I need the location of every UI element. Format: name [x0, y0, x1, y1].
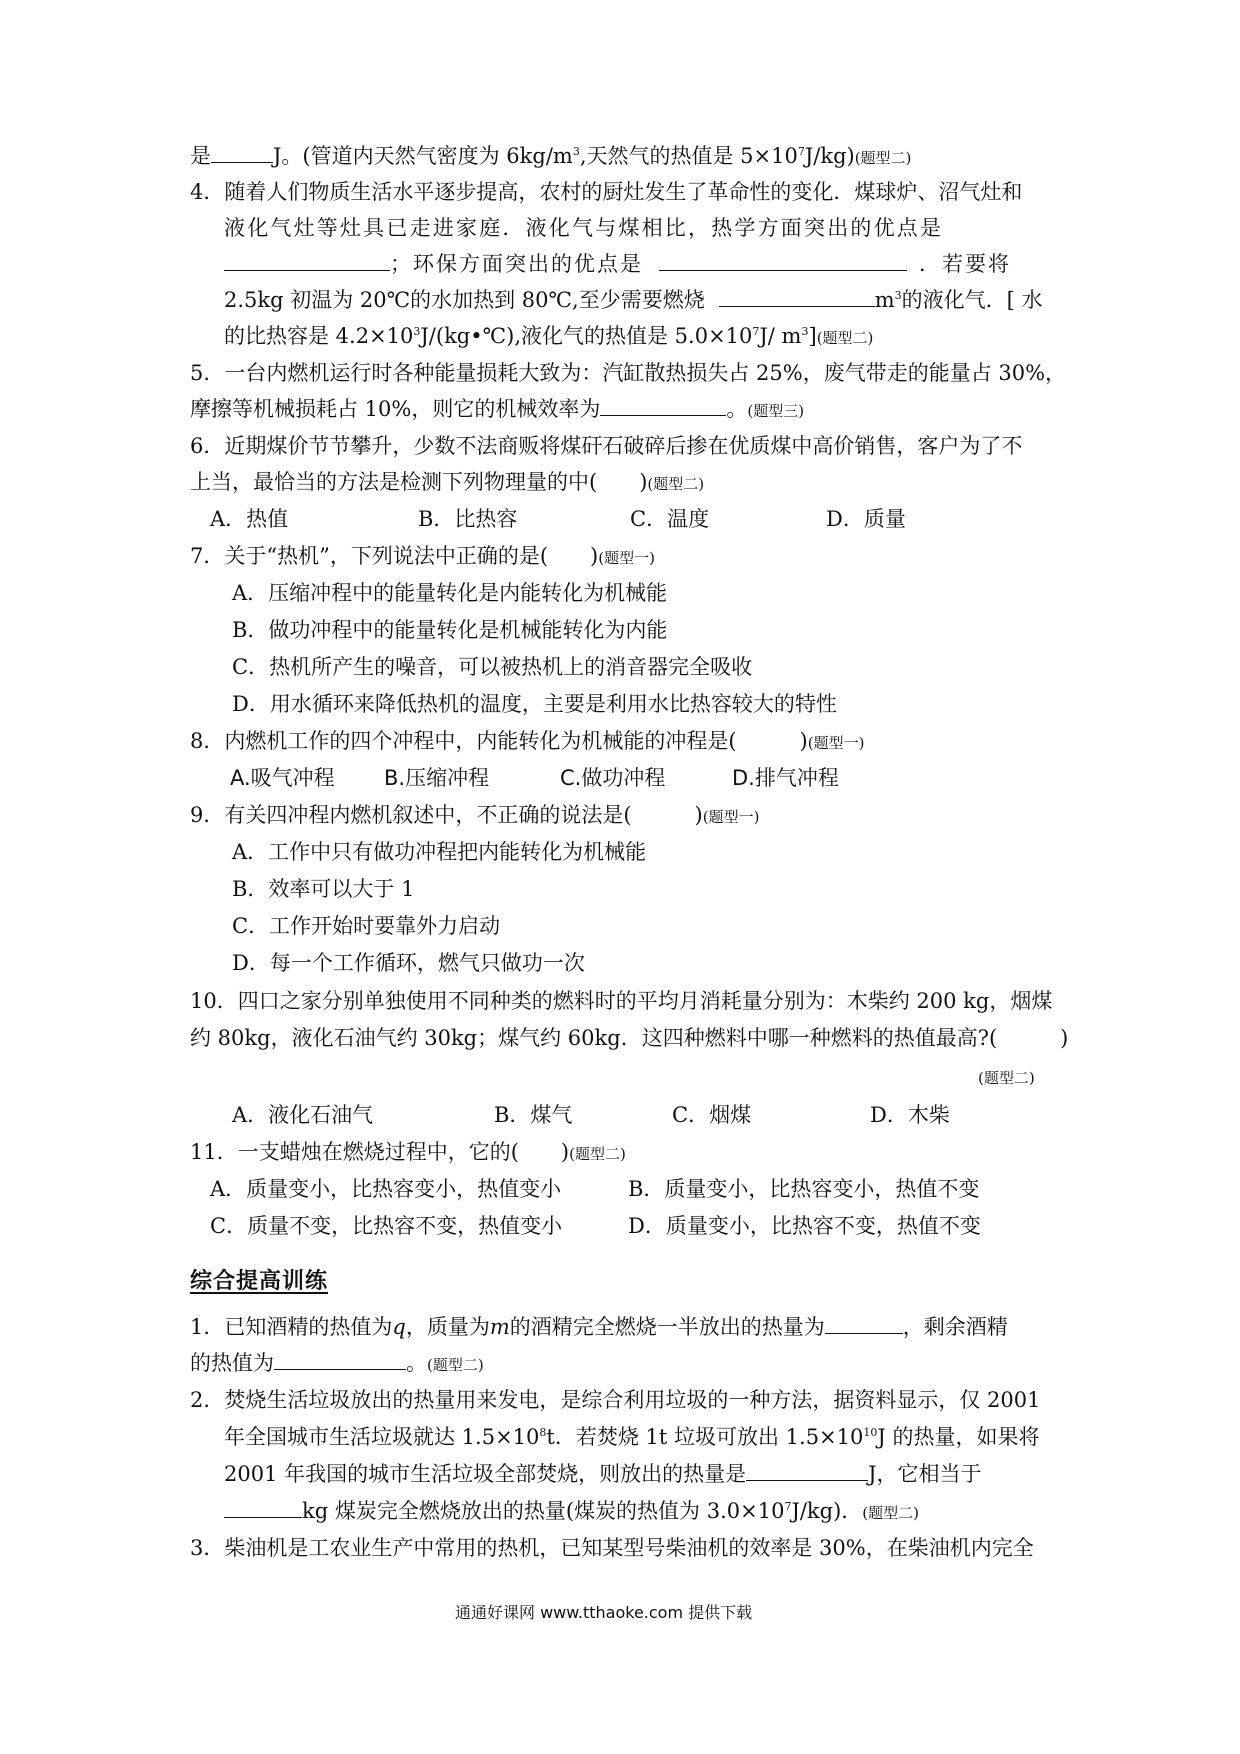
q4-advantage-env-blank[interactable] [659, 252, 907, 271]
q10-line-1: 10．四口之家分别单独使用不同种类的燃料时的平均月消耗量分别为：木柴约 200 kg，烟煤 [190, 989, 1053, 1013]
q10-type-tag: (题型二) [978, 1069, 1035, 1087]
q5-line-2b: 。 [726, 397, 748, 421]
q3-text-c: ,天然气的热值是 5×10 [579, 144, 798, 168]
s1-line-1c: 的酒精完全燃烧一半放出的热量为 [509, 1315, 825, 1339]
s1-symbol-m: m [489, 1315, 510, 1339]
q8-line-1 [190, 727, 864, 757]
q3-tail-line [190, 142, 911, 172]
q9-option-d[interactable]: D．每一个工作循环，燃气只做功一次 [232, 951, 585, 975]
s2-line-3b: J，它相当于 [868, 1462, 982, 1486]
q9-option-a[interactable]: A．工作中只有做功冲程把内能转化为机械能 [232, 840, 647, 864]
q4-line-5-sup2: 7 [752, 325, 760, 338]
s1-line-2b: 。 [406, 1351, 427, 1375]
q6-line-1: 6．近期煤价节节攀升，少数不法商贩将煤矸石破碎后掺在优质煤中高价销售，客户为了不 [190, 434, 1023, 458]
q6-option-d[interactable]: D．质量 [826, 507, 906, 531]
q11-option-b[interactable]: B．质量变小，比热容变小，热值不变 [628, 1177, 980, 1201]
q4-line-1: 4．随着人们物质生活水平逐步提高，农村的厨灶发生了革命性的变化．煤球炉、沼气灶和 [190, 180, 1023, 204]
q9-stem: 9．有关四冲程内燃机叙述中，不正确的说法是( ) [190, 803, 703, 827]
q7-option-c[interactable]: C．热机所产生的噪音，可以被热机上的消音器完全吸收 [232, 655, 753, 679]
q4-line-4-sup: 3 [894, 289, 902, 302]
q6-type-tag: (题型二) [647, 475, 705, 493]
q8-stem: 8．内燃机工作的四个冲程中，内能转化为机械能的冲程是( ) [190, 729, 808, 753]
q4-line-4a: 2.5kg 初温为 20℃的水加热到 80℃,至少需要燃烧 [224, 288, 705, 312]
s2-line-4b: J/kg)． [791, 1499, 863, 1523]
q4-type-tag: (题型二) [816, 329, 874, 347]
q8-option-b[interactable]: B.压缩冲程 [384, 766, 490, 790]
s1-line-1b: ，质量为 [405, 1315, 490, 1339]
q9-option-b[interactable]: B．效率可以大于 1 [232, 877, 415, 901]
s1-type-tag: (题型二) [427, 1356, 484, 1374]
q10-option-c[interactable]: C．烟煤 [672, 1103, 752, 1127]
q10-option-b[interactable]: B．煤气 [494, 1103, 573, 1127]
s2-line-1: 2．焚烧生活垃圾放出的热量用来发电，是综合利用垃圾的一种方法，据资料显示，仅 2001 [190, 1388, 1041, 1412]
q6-option-b[interactable]: B．比热容 [418, 507, 518, 531]
q7-line-1 [190, 542, 655, 572]
q8-type-tag: (题型一) [807, 734, 865, 752]
q4-line-4 [224, 286, 1043, 314]
q6-line-2 [190, 468, 704, 498]
q7-stem: 7．关于“热机”，下列说法中正确的是( ) [190, 544, 599, 568]
s1-line-1a: 1．已知酒精的热值为 [190, 1315, 393, 1339]
s2-line-2b: t．若焚烧 1t 垃圾可放出 1.5×10 [546, 1425, 864, 1449]
s1-symbol-q: q [392, 1315, 406, 1339]
s1-heat-value-blank[interactable] [274, 1351, 406, 1370]
q4-line-3 [224, 250, 1011, 278]
s2-line-2-sup1: 8 [539, 1426, 547, 1439]
q5-type-tag: (题型三) [747, 402, 805, 420]
q11-option-a[interactable]: A．质量变小，比热容变小，热值变小 [210, 1177, 562, 1201]
q5-line-2 [190, 395, 804, 425]
section-title: 综合提高训练 [190, 1268, 329, 1294]
q4-line-5d: ] [808, 324, 817, 348]
s2-line-2-sup2: 10 [863, 1426, 878, 1439]
q11-type-tag: (题型二) [569, 1145, 626, 1163]
q4-line-5a: 的比热容是 4.2×10 [224, 324, 414, 348]
q4-line-3b: ．若要将 [919, 252, 1011, 276]
s2-line-3 [224, 1460, 982, 1488]
q11-stem: 11．一支蜡烛在燃烧过程中，它的( ) [190, 1140, 570, 1164]
q3-text-a: 是 [190, 144, 211, 168]
q11-option-c[interactable]: C．质量不变，比热容不变，热值变小 [210, 1214, 563, 1238]
q6-option-c[interactable]: C．温度 [630, 507, 710, 531]
s2-line-2c: J 的热量，如果将 [877, 1425, 1040, 1449]
q5-efficiency-blank[interactable] [600, 397, 726, 416]
s2-heat-blank[interactable] [746, 1462, 868, 1481]
q4-line-3a: ；环保方面突出的优点是 [390, 252, 643, 276]
q4-line-2: 液化气灶等灶具已走进家庭．液化气与煤相比，热学方面突出的优点是 [224, 216, 944, 240]
q3-sup2: 7 [797, 145, 805, 158]
q4-volume-blank[interactable] [719, 288, 875, 307]
q7-option-b[interactable]: B．做功冲程中的能量转化是机械能转化为内能 [232, 618, 668, 642]
q4-line-4b: m [874, 288, 895, 312]
s2-coal-mass-blank[interactable] [224, 1499, 302, 1518]
q5-line-2a: 摩擦等机械损耗占 10%，则它的机械效率为 [190, 397, 601, 421]
s2-type-tag: (题型二) [862, 1504, 920, 1522]
q4-line-5-sup1: 3 [413, 325, 421, 338]
q3-text-d: J/kg) [804, 144, 855, 168]
s2-line-3a: 2001 年我国的城市生活垃圾全部焚烧，则放出的热量是 [224, 1462, 747, 1486]
s2-line-2a: 年全国城市生活垃圾就达 1.5×10 [224, 1425, 540, 1449]
q4-line-5-sup3: 3 [801, 325, 809, 338]
q4-line-4c: 的液化气．[ 水 [901, 288, 1043, 312]
q4-line-5c: J/ m [759, 324, 802, 348]
s1-line-1 [190, 1313, 1008, 1341]
s1-line-2a: 的热值为 [190, 1351, 274, 1375]
q5-line-1: 5．一台内燃机运行时各种能量损耗大致为：汽缸散热损失占 25%，废气带走的能量占 30%， [190, 361, 1067, 385]
q8-option-c[interactable]: C.做功冲程 [560, 766, 666, 790]
q8-option-a[interactable]: A.吸气冲程 [230, 766, 335, 790]
q6-option-a[interactable]: A．热值 [210, 507, 289, 531]
q7-option-d[interactable]: D．用水循环来降低热机的温度，主要是利用水比热容较大的特性 [232, 692, 837, 716]
q9-line-1 [190, 801, 759, 831]
footer-source: 通通好课网 www.tthaoke.com 提供下载 [455, 1603, 753, 1622]
s2-line-4 [224, 1497, 919, 1527]
s3-line-1: 3．柴油机是工农业生产中常用的热机，已知某型号柴油机的效率是 30%，在柴油机内完全 [190, 1536, 1034, 1560]
q10-option-a[interactable]: A．液化石油气 [232, 1103, 374, 1127]
s2-line-2 [224, 1423, 1039, 1451]
q10-line-2: 约 80kg，液化石油气约 30kg；煤气约 60kg．这四种燃料中哪一种燃料的热值最高?( ) [190, 1026, 1069, 1050]
s1-line-1d: ，剩余酒精 [902, 1315, 1008, 1339]
q4-advantage-heat-blank[interactable] [224, 252, 390, 271]
q7-type-tag: (题型一) [598, 549, 655, 567]
q7-option-a[interactable]: A．压缩冲程中的能量转化是内能转化为机械能 [232, 581, 668, 605]
q3-text-b: J。(管道内天然气密度为 6kg/m [273, 144, 573, 168]
q11-line-1 [190, 1138, 626, 1168]
s1-heat-blank[interactable] [825, 1315, 903, 1334]
q3-type-tag: (题型二) [854, 149, 912, 167]
q9-option-c[interactable]: C．工作开始时要靠外力启动 [232, 914, 501, 938]
q4-line-5 [224, 322, 873, 352]
q3-answer-blank[interactable] [211, 144, 273, 163]
q10-option-d[interactable]: D．木柴 [870, 1103, 950, 1127]
q3-sup1: 3 [572, 145, 580, 158]
q9-type-tag: (题型一) [702, 808, 760, 826]
s1-line-2 [190, 1349, 484, 1379]
q6-line-2-text: 上当，最恰当的方法是检测下列物理量的中( ) [190, 470, 648, 494]
s2-line-4a: kg 煤炭完全燃烧放出的热量(煤炭的热值为 3.0×10 [302, 1499, 785, 1523]
s2-line-4-sup: 7 [784, 1500, 792, 1513]
q11-option-d[interactable]: D．质量变小，比热容不变，热值不变 [628, 1214, 981, 1238]
q4-line-5b: J/(kg•℃),液化气的热值是 5.0×10 [420, 324, 753, 348]
q8-option-d[interactable]: D.排气冲程 [732, 766, 839, 790]
